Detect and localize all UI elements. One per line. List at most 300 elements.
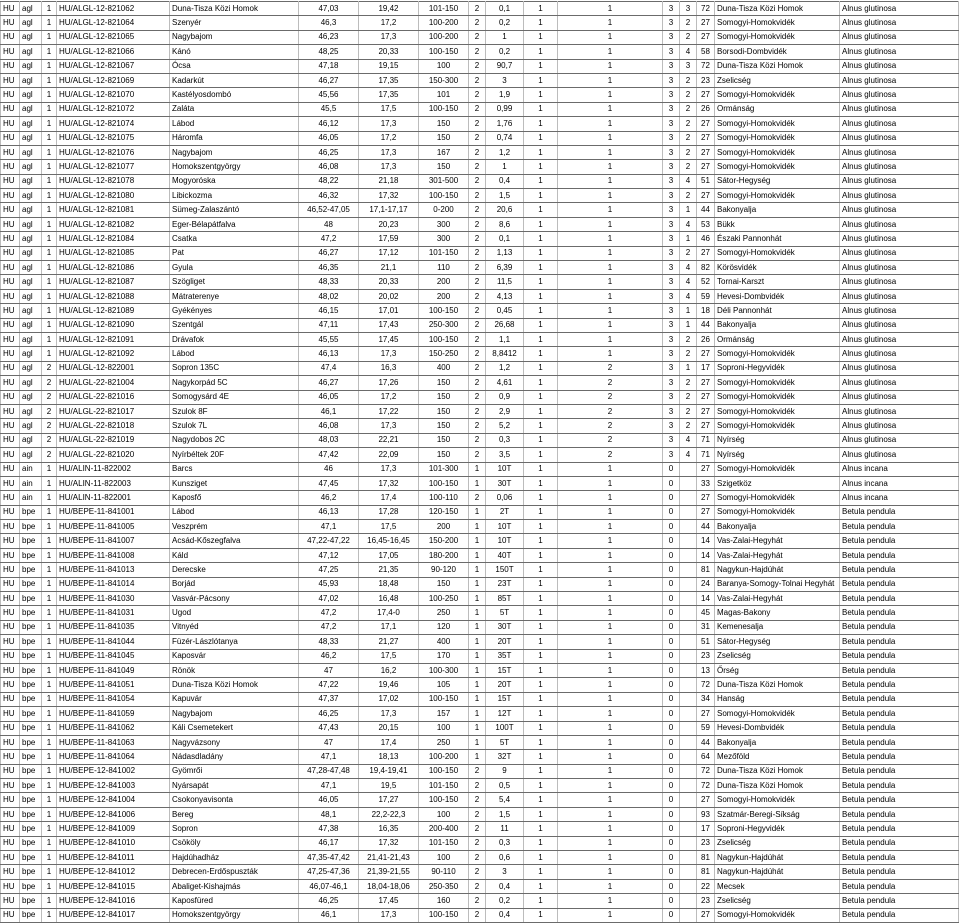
cell-location: Lábod — [170, 347, 299, 361]
cell-c15: 81 — [697, 563, 715, 577]
cell-location: Mátraterenye — [170, 289, 299, 303]
cell-country: HU — [1, 145, 20, 159]
cell-location: Szögliget — [170, 275, 299, 289]
cell-c13: 0 — [663, 520, 680, 534]
cell-country: HU — [1, 606, 20, 620]
cell-c13: 0 — [663, 764, 680, 778]
cell-region: Ormánság — [715, 332, 840, 346]
cell-c15: 72 — [697, 779, 715, 793]
cell-code: bpe — [20, 721, 42, 735]
cell-location: Sopron 135C — [170, 361, 299, 375]
cell-c14 — [680, 721, 697, 735]
cell-c12: 1 — [558, 663, 663, 677]
cell-subsp: 1 — [42, 592, 57, 606]
cell-plot_id: HU/ALGL-12-822001 — [57, 361, 170, 375]
cell-c11: 1 — [524, 448, 558, 462]
cell-subsp: 1 — [42, 145, 57, 159]
cell-c11: 1 — [524, 88, 558, 102]
cell-c14 — [680, 908, 697, 922]
cell-c14: 2 — [680, 347, 697, 361]
cell-c9: 2 — [469, 822, 486, 836]
cell-c12: 1 — [558, 347, 663, 361]
cell-c15: 44 — [697, 520, 715, 534]
cell-c13: 3 — [663, 160, 680, 174]
cell-c14 — [680, 635, 697, 649]
cell-lon: 17,45 — [359, 894, 419, 908]
table-row — [1, 376, 959, 390]
cell-c15: 27 — [697, 16, 715, 30]
cell-region: Sátor-Hegység — [715, 174, 840, 188]
cell-location: Homokszentgyörgy — [170, 160, 299, 174]
cell-species: Alnus glutinosa — [840, 289, 959, 303]
cell-c15: 14 — [697, 534, 715, 548]
cell-c14 — [680, 822, 697, 836]
cell-species: Alnus glutinosa — [840, 433, 959, 447]
cell-c10: 100T — [486, 721, 524, 735]
cell-c15: 27 — [697, 908, 715, 922]
cell-c14 — [680, 476, 697, 490]
cell-code: bpe — [20, 851, 42, 865]
cell-c11: 1 — [524, 865, 558, 879]
cell-lon: 16,2 — [359, 663, 419, 677]
cell-species: Betula pendula — [840, 606, 959, 620]
cell-lon: 21,18 — [359, 174, 419, 188]
cell-c13: 3 — [663, 318, 680, 332]
cell-c11: 1 — [524, 174, 558, 188]
cell-elev: 167 — [419, 145, 469, 159]
cell-c15: 71 — [697, 433, 715, 447]
cell-c12: 2 — [558, 390, 663, 404]
cell-c14 — [680, 620, 697, 634]
cell-lon: 19,42 — [359, 2, 419, 16]
cell-c9: 2 — [469, 419, 486, 433]
cell-region: Duna-Tisza Közi Homok — [715, 779, 840, 793]
cell-region: Hevesi-Dombvidék — [715, 721, 840, 735]
cell-subsp: 1 — [42, 534, 57, 548]
table-row — [1, 433, 959, 447]
cell-c13: 0 — [663, 649, 680, 663]
cell-c15: 27 — [697, 145, 715, 159]
cell-c9: 1 — [469, 750, 486, 764]
cell-c13: 3 — [663, 73, 680, 87]
cell-plot_id: HU/ALGL-12-821086 — [57, 261, 170, 275]
table-row — [1, 73, 959, 87]
cell-c15: 27 — [697, 117, 715, 131]
cell-region: Tornai-Karszt — [715, 275, 840, 289]
cell-c15: 26 — [697, 332, 715, 346]
cell-c10: 0,9 — [486, 390, 524, 404]
cell-elev: 100-150 — [419, 764, 469, 778]
cell-species: Betula pendula — [840, 735, 959, 749]
cell-elev: 100-150 — [419, 102, 469, 116]
cell-c12: 1 — [558, 563, 663, 577]
cell-c15: 81 — [697, 865, 715, 879]
cell-c15: 23 — [697, 649, 715, 663]
cell-lat: 47,03 — [299, 2, 359, 16]
cell-region: Déli Pannonhát — [715, 304, 840, 318]
cell-region: Körösvidék — [715, 261, 840, 275]
cell-region: Zselicség — [715, 73, 840, 87]
cell-lat: 47,22 — [299, 678, 359, 692]
cell-c14 — [680, 606, 697, 620]
cell-plot_id: HU/ALGL-12-821074 — [57, 117, 170, 131]
cell-c9: 1 — [469, 592, 486, 606]
table-row — [1, 879, 959, 893]
cell-lon: 17,59 — [359, 232, 419, 246]
cell-c12: 1 — [558, 678, 663, 692]
cell-location: Szulok 7L — [170, 419, 299, 433]
cell-lat: 46,27 — [299, 246, 359, 260]
cell-country: HU — [1, 836, 20, 850]
cell-lat: 46,25 — [299, 894, 359, 908]
cell-c11: 1 — [524, 635, 558, 649]
cell-c10: 0,99 — [486, 102, 524, 116]
cell-elev: 0-200 — [419, 203, 469, 217]
cell-code: agl — [20, 448, 42, 462]
cell-code: agl — [20, 318, 42, 332]
cell-region: Somogyi-Homokvidék — [715, 30, 840, 44]
cell-plot_id: HU/BEPE-12-841002 — [57, 764, 170, 778]
cell-c11: 1 — [524, 433, 558, 447]
cell-country: HU — [1, 2, 20, 16]
cell-plot_id: HU/BEPE-11-841054 — [57, 692, 170, 706]
cell-c11: 1 — [524, 332, 558, 346]
cell-code: agl — [20, 404, 42, 418]
cell-region: Soproni-Hegyvidék — [715, 822, 840, 836]
cell-c11: 1 — [524, 462, 558, 476]
cell-c15: 51 — [697, 174, 715, 188]
cell-elev: 250-300 — [419, 318, 469, 332]
table-row — [1, 289, 959, 303]
cell-elev: 150 — [419, 419, 469, 433]
cell-species: Betula pendula — [840, 534, 959, 548]
cell-c15: 45 — [697, 606, 715, 620]
cell-c10: 3,5 — [486, 448, 524, 462]
cell-lon: 17,2 — [359, 131, 419, 145]
cell-location: Csököly — [170, 836, 299, 850]
cell-species: Alnus glutinosa — [840, 448, 959, 462]
cell-code: bpe — [20, 606, 42, 620]
cell-elev: 150 — [419, 404, 469, 418]
cell-species: Betula pendula — [840, 750, 959, 764]
cell-subsp: 2 — [42, 433, 57, 447]
cell-c11: 1 — [524, 721, 558, 735]
cell-lat: 47,1 — [299, 779, 359, 793]
cell-c12: 1 — [558, 764, 663, 778]
cell-c13: 0 — [663, 735, 680, 749]
cell-lon: 21,35 — [359, 563, 419, 577]
cell-code: agl — [20, 45, 42, 59]
cell-code: bpe — [20, 635, 42, 649]
cell-c13: 3 — [663, 117, 680, 131]
cell-c14 — [680, 491, 697, 505]
cell-c9: 2 — [469, 16, 486, 30]
cell-c13: 0 — [663, 779, 680, 793]
cell-plot_id: HU/BEPE-11-841049 — [57, 663, 170, 677]
table-row — [1, 217, 959, 231]
cell-lon: 16,45-16,45 — [359, 534, 419, 548]
table-row — [1, 16, 959, 30]
cell-lat: 46,05 — [299, 131, 359, 145]
cell-location: Kadarkút — [170, 73, 299, 87]
cell-elev: 101-150 — [419, 2, 469, 16]
cell-lat: 47 — [299, 735, 359, 749]
cell-c14: 4 — [680, 448, 697, 462]
cell-region: Duna-Tisza Közi Homok — [715, 764, 840, 778]
cell-species: Alnus glutinosa — [840, 2, 959, 16]
cell-lat: 46,05 — [299, 390, 359, 404]
cell-c9: 2 — [469, 131, 486, 145]
cell-c14: 4 — [680, 217, 697, 231]
cell-c11: 1 — [524, 102, 558, 116]
cell-c10: 1,5 — [486, 807, 524, 821]
cell-c13: 3 — [663, 131, 680, 145]
cell-plot_id: HU/ALGL-12-821080 — [57, 189, 170, 203]
cell-region: Borsodi-Dombvidék — [715, 45, 840, 59]
cell-species: Alnus glutinosa — [840, 73, 959, 87]
cell-c9: 2 — [469, 347, 486, 361]
cell-c13: 0 — [663, 707, 680, 721]
cell-c12: 1 — [558, 692, 663, 706]
cell-plot_id: HU/BEPE-11-841013 — [57, 563, 170, 577]
cell-c15: 23 — [697, 894, 715, 908]
cell-c10: 5,4 — [486, 793, 524, 807]
cell-c9: 2 — [469, 404, 486, 418]
cell-c14: 4 — [680, 433, 697, 447]
cell-country: HU — [1, 304, 20, 318]
cell-lon: 17,35 — [359, 73, 419, 87]
cell-lon: 17,3 — [359, 160, 419, 174]
cell-country: HU — [1, 764, 20, 778]
cell-c14 — [680, 505, 697, 519]
table-row — [1, 145, 959, 159]
cell-elev: 100-150 — [419, 793, 469, 807]
cell-species: Alnus glutinosa — [840, 390, 959, 404]
cell-species: Alnus glutinosa — [840, 261, 959, 275]
cell-c11: 1 — [524, 836, 558, 850]
cell-c15: 14 — [697, 548, 715, 562]
cell-species: Alnus glutinosa — [840, 174, 959, 188]
cell-elev: 100-200 — [419, 30, 469, 44]
cell-c9: 1 — [469, 534, 486, 548]
cell-lon: 17,05 — [359, 548, 419, 562]
cell-plot_id: HU/BEPE-11-841035 — [57, 620, 170, 634]
cell-c15: 58 — [697, 45, 715, 59]
cell-code: agl — [20, 217, 42, 231]
cell-lon: 17,3 — [359, 419, 419, 433]
cell-elev: 101-150 — [419, 836, 469, 850]
cell-c9: 2 — [469, 117, 486, 131]
table-row — [1, 189, 959, 203]
cell-subsp: 1 — [42, 88, 57, 102]
table-row — [1, 275, 959, 289]
cell-c15: 27 — [697, 347, 715, 361]
cell-c11: 1 — [524, 620, 558, 634]
cell-lat: 48,22 — [299, 174, 359, 188]
cell-code: bpe — [20, 592, 42, 606]
cell-code: agl — [20, 189, 42, 203]
cell-c13: 0 — [663, 894, 680, 908]
table-row — [1, 419, 959, 433]
cell-elev: 300 — [419, 232, 469, 246]
cell-lat: 46,13 — [299, 347, 359, 361]
cell-subsp: 1 — [42, 908, 57, 922]
cell-c15: 27 — [697, 246, 715, 260]
cell-c11: 1 — [524, 390, 558, 404]
cell-elev: 120-150 — [419, 505, 469, 519]
cell-species: Betula pendula — [840, 592, 959, 606]
cell-code: bpe — [20, 750, 42, 764]
cell-species: Alnus incana — [840, 476, 959, 490]
cell-lon: 18,04-18,06 — [359, 879, 419, 893]
cell-elev: 101-150 — [419, 779, 469, 793]
cell-lat: 46,27 — [299, 376, 359, 390]
cell-c12: 1 — [558, 649, 663, 663]
cell-c14 — [680, 663, 697, 677]
table-row — [1, 304, 959, 318]
cell-species: Alnus glutinosa — [840, 59, 959, 73]
table-row — [1, 649, 959, 663]
cell-subsp: 1 — [42, 318, 57, 332]
cell-plot_id: HU/BEPE-12-841009 — [57, 822, 170, 836]
cell-region: Mecsek — [715, 879, 840, 893]
cell-c14: 1 — [680, 304, 697, 318]
cell-lat: 45,93 — [299, 577, 359, 591]
cell-c12: 1 — [558, 246, 663, 260]
cell-lon: 17,3 — [359, 347, 419, 361]
cell-elev: 100-200 — [419, 16, 469, 30]
cell-location: Kaposvár — [170, 649, 299, 663]
cell-elev: 100-150 — [419, 189, 469, 203]
cell-elev: 100 — [419, 807, 469, 821]
cell-lon: 17,26 — [359, 376, 419, 390]
cell-c10: 0,06 — [486, 491, 524, 505]
cell-c12: 1 — [558, 217, 663, 231]
cell-region: Vas-Zalai-Hegyhát — [715, 534, 840, 548]
cell-subsp: 1 — [42, 59, 57, 73]
cell-c14: 4 — [680, 174, 697, 188]
cell-c13: 3 — [663, 361, 680, 375]
cell-lat: 48,02 — [299, 289, 359, 303]
cell-c9: 1 — [469, 520, 486, 534]
cell-c10: 11 — [486, 822, 524, 836]
cell-country: HU — [1, 275, 20, 289]
cell-c11: 1 — [524, 160, 558, 174]
cell-region: Somogyi-Homokvidék — [715, 160, 840, 174]
table-row — [1, 635, 959, 649]
cell-c11: 1 — [524, 534, 558, 548]
cell-subsp: 1 — [42, 505, 57, 519]
cell-elev: 100-150 — [419, 304, 469, 318]
cell-c10: 15T — [486, 663, 524, 677]
cell-plot_id: HU/ALGL-12-821082 — [57, 217, 170, 231]
cell-c13: 0 — [663, 534, 680, 548]
cell-c15: 27 — [697, 793, 715, 807]
table-row — [1, 764, 959, 778]
table-row — [1, 448, 959, 462]
cell-elev: 100-200 — [419, 750, 469, 764]
cell-country: HU — [1, 376, 20, 390]
cell-region: Bakonyalja — [715, 735, 840, 749]
cell-species: Alnus glutinosa — [840, 232, 959, 246]
cell-c14: 4 — [680, 275, 697, 289]
cell-c15: 17 — [697, 822, 715, 836]
cell-region: Duna-Tisza Közi Homok — [715, 59, 840, 73]
table-row — [1, 663, 959, 677]
cell-lon: 17,3 — [359, 908, 419, 922]
cell-code: agl — [20, 232, 42, 246]
cell-c11: 1 — [524, 750, 558, 764]
cell-plot_id: HU/ALGL-12-821078 — [57, 174, 170, 188]
cell-elev: 100 — [419, 721, 469, 735]
cell-region: Somogyi-Homokvidék — [715, 505, 840, 519]
cell-subsp: 1 — [42, 793, 57, 807]
table-row — [1, 160, 959, 174]
cell-c13: 3 — [663, 16, 680, 30]
cell-elev: 120 — [419, 620, 469, 634]
cell-location: Duna-Tisza Közi Homok — [170, 2, 299, 16]
cell-species: Alnus glutinosa — [840, 160, 959, 174]
cell-c13: 3 — [663, 102, 680, 116]
table-row — [1, 102, 959, 116]
cell-c10: 1,5 — [486, 189, 524, 203]
cell-location: Csokonyavisonta — [170, 793, 299, 807]
cell-country: HU — [1, 908, 20, 922]
cell-lat: 46,25 — [299, 145, 359, 159]
table-row — [1, 793, 959, 807]
cell-subsp: 1 — [42, 246, 57, 260]
cell-code: bpe — [20, 879, 42, 893]
cell-c13: 3 — [663, 404, 680, 418]
cell-c13: 3 — [663, 232, 680, 246]
cell-code: agl — [20, 419, 42, 433]
cell-subsp: 1 — [42, 692, 57, 706]
cell-lat: 46,25 — [299, 707, 359, 721]
cell-c13: 0 — [663, 577, 680, 591]
cell-c9: 2 — [469, 390, 486, 404]
cell-c11: 1 — [524, 318, 558, 332]
cell-subsp: 1 — [42, 462, 57, 476]
cell-c15: 64 — [697, 750, 715, 764]
cell-c14 — [680, 707, 697, 721]
cell-location: Gyömrői — [170, 764, 299, 778]
cell-species: Alnus glutinosa — [840, 217, 959, 231]
cell-plot_id: HU/ALGL-12-821075 — [57, 131, 170, 145]
cell-c13: 3 — [663, 174, 680, 188]
cell-c15: 93 — [697, 807, 715, 821]
cell-c11: 1 — [524, 376, 558, 390]
cell-c9: 1 — [469, 577, 486, 591]
cell-c11: 1 — [524, 491, 558, 505]
cell-species: Alnus glutinosa — [840, 246, 959, 260]
cell-region: Somogyi-Homokvidék — [715, 347, 840, 361]
cell-c10: 0,4 — [486, 174, 524, 188]
cell-subsp: 1 — [42, 548, 57, 562]
cell-c10: 0,74 — [486, 131, 524, 145]
cell-c10: 2T — [486, 505, 524, 519]
table-row — [1, 390, 959, 404]
cell-country: HU — [1, 16, 20, 30]
cell-c15: 27 — [697, 505, 715, 519]
cell-country: HU — [1, 807, 20, 821]
cell-c9: 1 — [469, 548, 486, 562]
cell-c9: 1 — [469, 663, 486, 677]
cell-location: Mogyoróska — [170, 174, 299, 188]
cell-location: Pat — [170, 246, 299, 260]
cell-code: bpe — [20, 894, 42, 908]
cell-country: HU — [1, 476, 20, 490]
cell-c15: 27 — [697, 376, 715, 390]
